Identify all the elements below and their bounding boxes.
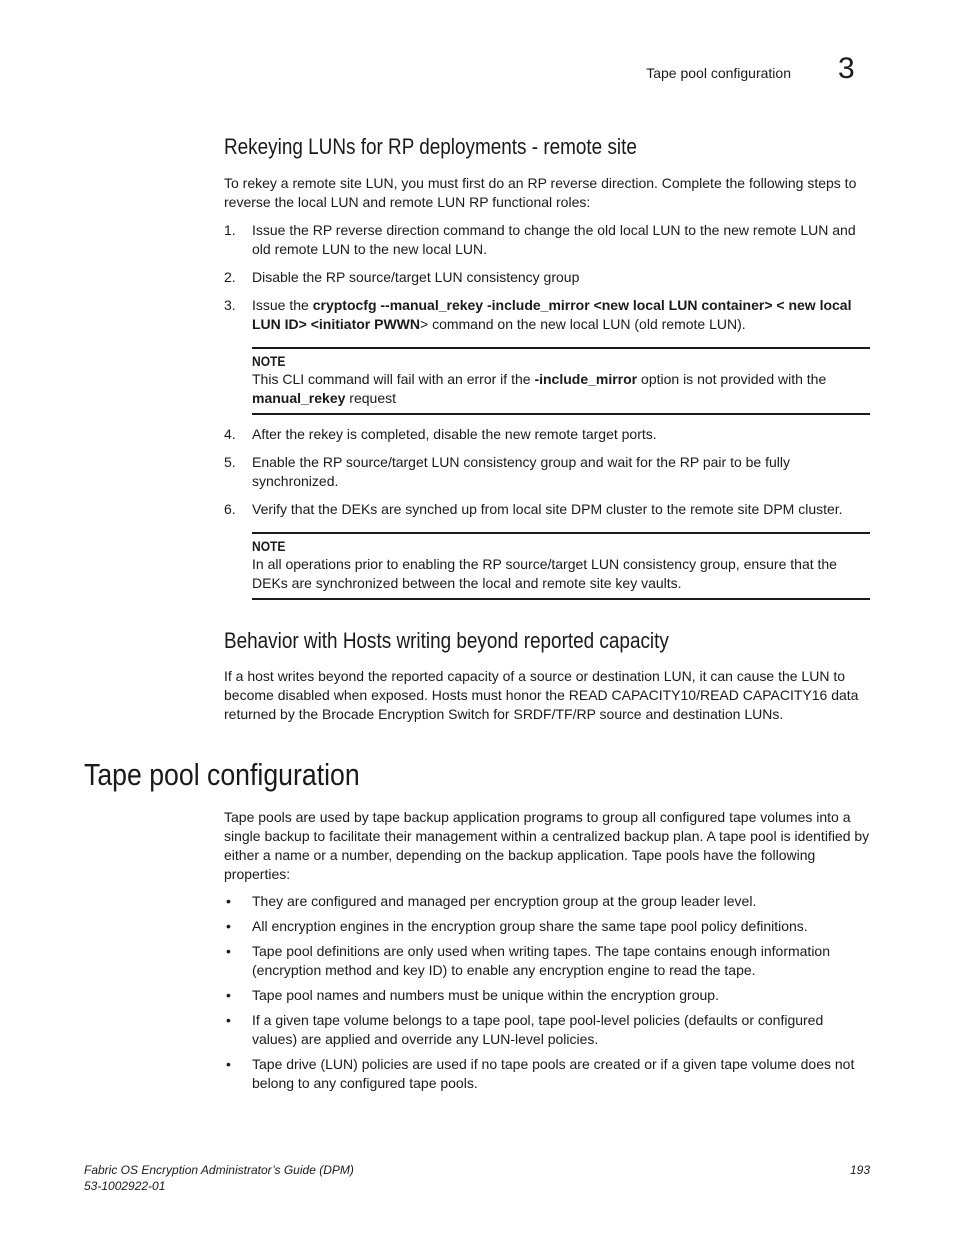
note-box-1 xyxy=(252,347,870,415)
list-item xyxy=(224,268,870,287)
step-text: After the rekey is completed, disable the new remote target ports. xyxy=(252,426,657,442)
section-intro-tape-pool: Tape pools are used by tape backup application programs to group all configured tape volumes into a single backup to facilitate their management within a centralized backup plan. A tape pool is identified by either a name or a number, depending on the backup application. Tape pools have the following properties: xyxy=(224,809,870,882)
bullet-text: If a given tape volume belongs to a tape pool, tape pool-level policies (defaults or configured values) are applied and override any LUN-level policies. xyxy=(252,1012,824,1047)
bullet-text: They are configured and managed per encryption group at the group leader level. xyxy=(252,893,757,909)
option-manual-rekey: manual_rekey xyxy=(252,390,346,406)
section-heading-rekeying: Rekeying LUNs for RP deployments - remote site xyxy=(224,134,637,159)
note-text xyxy=(252,370,870,408)
note-text-pre: This CLI command will fail with an error if the xyxy=(252,371,535,387)
section-body-behavior: If a host writes beyond the reported capacity of a source or destination LUN, it can cause the LUN to become disabled when exposed. Hosts must honor the READ CAPACITY10/READ CAPACITY16 data returned by the Brocade Encryption Switch for SRDF/TF/RP source and destination LUNs. xyxy=(224,668,859,722)
list-item xyxy=(224,1055,870,1093)
note-label: NOTE xyxy=(252,538,286,554)
note-text-mid: option is not provided with the xyxy=(637,371,827,387)
list-item xyxy=(224,425,870,444)
bullet-icon: • xyxy=(226,893,231,909)
list-item xyxy=(224,500,870,519)
list-item xyxy=(224,221,870,259)
bullet-text: Tape pool definitions are only used when writing tapes. The tape contains enough information (encryption method and key ID) to enable any encryption engine to read the tape. xyxy=(252,943,831,978)
bullet-icon: • xyxy=(226,1012,231,1028)
bullet-icon: • xyxy=(226,943,231,959)
bullet-icon: • xyxy=(226,918,231,934)
step-number: 5. xyxy=(224,454,236,470)
list-item xyxy=(224,1011,870,1049)
step-text: Verify that the DEKs are synched up from local site DPM cluster to the remote site DPM cluster. xyxy=(252,501,843,517)
list-item xyxy=(224,986,870,1005)
step-text-post: > command on the new local LUN (old remote LUN). xyxy=(420,316,746,332)
note-label: NOTE xyxy=(252,353,286,369)
list-item xyxy=(224,917,870,936)
step-number: 1. xyxy=(224,222,236,238)
tape-pool-properties-list xyxy=(224,892,870,1093)
list-item xyxy=(224,453,870,491)
chapter-section-title: Tape pool configuration xyxy=(84,757,360,792)
list-item xyxy=(224,942,870,980)
chapter-number: 3 xyxy=(838,52,855,85)
note-text: In all operations prior to enabling the RP source/target LUN consistency group, ensure that the DEKs are synchronized between the local and remote site key vaults. xyxy=(252,556,837,591)
footer-page-number: 193 xyxy=(849,1163,870,1177)
section-intro-rekeying: To rekey a remote site LUN, you must first do an RP reverse direction. Complete the following steps to reverse the local LUN and remote LUN RP functional roles: xyxy=(224,175,857,210)
section-heading-behavior: Behavior with Hosts writing beyond reported capacity xyxy=(224,628,669,653)
step-text-pre: Issue the xyxy=(252,297,313,313)
bullet-icon: • xyxy=(226,987,231,1003)
command-text: cryptocfg --manual_rekey -include_mirror <new local LUN container> < new local LUN ID> <initiator PWWN xyxy=(252,297,852,332)
step-number: 2. xyxy=(224,269,236,285)
bullet-icon: • xyxy=(226,1056,231,1072)
footer-left xyxy=(84,1162,354,1194)
list-item xyxy=(224,296,870,334)
steps-list-2 xyxy=(224,425,870,519)
note-box-2 xyxy=(252,532,870,600)
footer-doc-number: 53-1002922-01 xyxy=(84,1179,166,1193)
footer-guide-title: Fabric OS Encryption Administrator’s Guide (DPM) xyxy=(84,1163,354,1177)
step-text: Disable the RP source/target LUN consistency group xyxy=(252,269,580,285)
bullet-text: Tape pool names and numbers must be unique within the encryption group. xyxy=(252,987,719,1003)
bullet-text: All encryption engines in the encryption group share the same tape pool policy definitions. xyxy=(252,918,808,934)
steps-list-1 xyxy=(224,221,870,334)
step-number: 6. xyxy=(224,501,236,517)
bullet-text: Tape drive (LUN) policies are used if no tape pools are created or if a given tape volume does not belong to any configured tape pools. xyxy=(252,1056,855,1091)
step-text: Enable the RP source/target LUN consistency group and wait for the RP pair to be fully synchronized. xyxy=(252,454,791,489)
step-number: 4. xyxy=(224,426,236,442)
list-item xyxy=(224,892,870,911)
option-include-mirror: -include_mirror xyxy=(534,371,638,387)
step-text: Issue the RP reverse direction command to change the old local LUN to the new remote LUN and old remote LUN to the new local LUN. xyxy=(252,222,856,257)
running-header-title: Tape pool configuration xyxy=(646,65,791,81)
step-number: 3. xyxy=(224,297,236,313)
note-text-post: request xyxy=(345,390,396,406)
